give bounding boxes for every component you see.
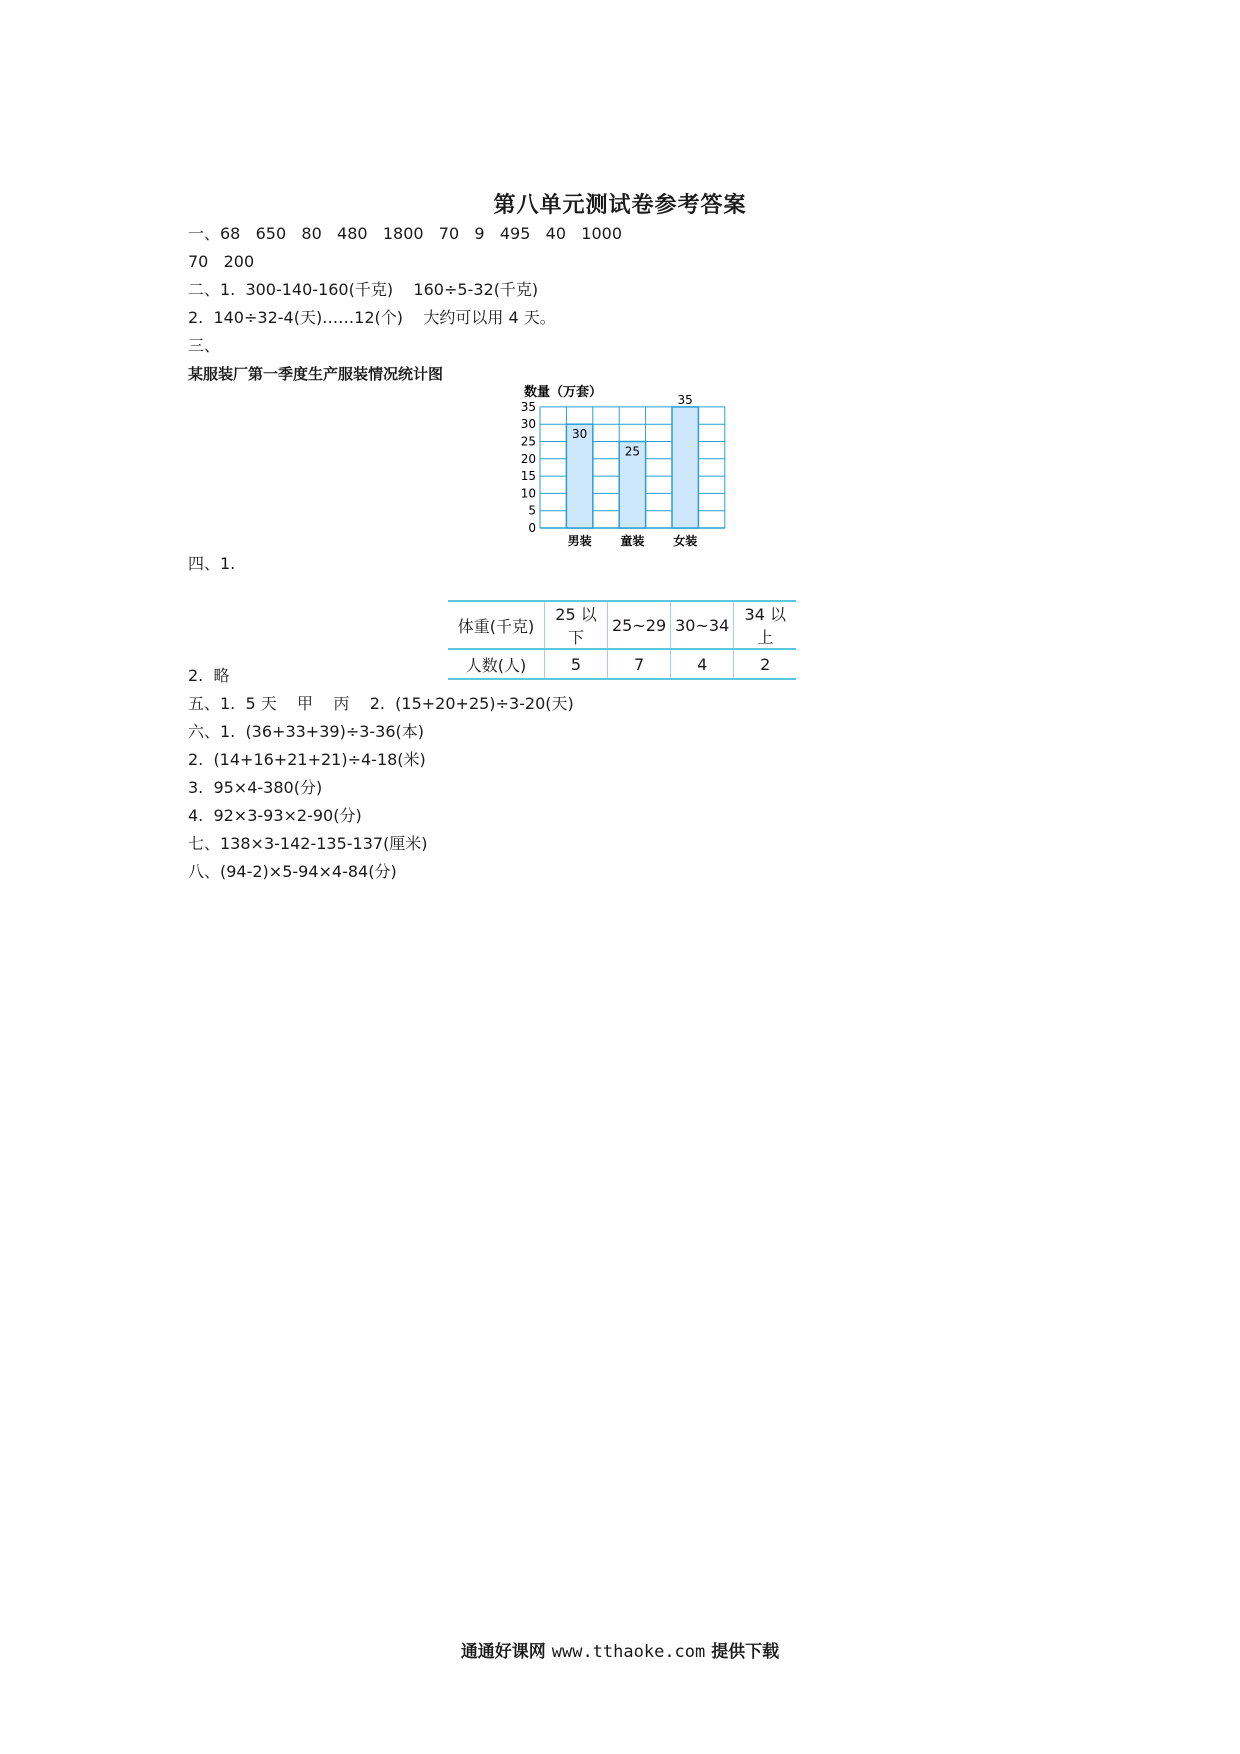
y-tick-label: 10 bbox=[520, 486, 536, 501]
y-tick-label: 35 bbox=[520, 399, 536, 414]
answer-line-11: 3. 95×4-380(分) bbox=[188, 778, 323, 797]
answer-line-9: 六、1. (36+33+39)÷3-36(本) bbox=[188, 722, 425, 741]
y-tick-label: 25 bbox=[520, 434, 536, 449]
bar-value-label: 30 bbox=[571, 427, 588, 442]
x-tick-label: 女装 bbox=[673, 534, 698, 548]
table-header-row bbox=[448, 601, 796, 649]
table-cell: 人数(人) bbox=[448, 649, 545, 679]
answer-line-3: 二、1. 300-140-160(千克) 160÷5-32(千克) bbox=[188, 280, 539, 299]
chart-title: 某服装厂第一季度生产服装情况统计图 bbox=[188, 365, 444, 383]
bar-chart bbox=[500, 378, 740, 550]
answer-line-7: 2. 略 bbox=[188, 666, 230, 685]
weight-table bbox=[448, 600, 796, 680]
y-tick-label: 30 bbox=[520, 417, 536, 432]
table-cell: 4 bbox=[671, 649, 734, 679]
answer-line-13: 七、138×3-142-135-137(厘米) bbox=[188, 834, 428, 853]
y-tick-label: 20 bbox=[520, 451, 536, 466]
table-cell: 5 bbox=[545, 649, 608, 679]
y-axis-label: 数量（万套） bbox=[524, 385, 603, 400]
table-row bbox=[448, 649, 796, 679]
table-cell: 体重(千克) bbox=[448, 601, 545, 649]
table-cell: 34 以上 bbox=[734, 601, 797, 649]
y-tick-label: 5 bbox=[528, 503, 536, 518]
bar-value-label: 25 bbox=[624, 444, 641, 459]
table-cell: 30~34 bbox=[671, 601, 734, 649]
answer-line-14: 八、(94-2)×5-94×4-84(分) bbox=[188, 862, 397, 881]
answer-line-5: 三、 bbox=[188, 336, 221, 355]
answer-line-4: 2. 140÷32-4(天)……12(个) 大约可以用 4 天。 bbox=[188, 308, 556, 327]
answer-line-6: 四、1. bbox=[188, 554, 236, 573]
answer-line-8: 五、1. 5 天 甲 丙 2. (15+20+25)÷3-20(天) bbox=[188, 694, 574, 713]
y-tick-label: 15 bbox=[520, 469, 536, 484]
footer bbox=[0, 1637, 1240, 1662]
table-cell: 25 以下 bbox=[545, 601, 608, 649]
footer-site-name: 通通好课网 bbox=[460, 1642, 546, 1662]
footer-download-text: 提供下载 bbox=[711, 1642, 780, 1662]
x-tick-label: 男装 bbox=[567, 534, 592, 548]
table-cell: 25~29 bbox=[608, 601, 671, 649]
table-cell: 7 bbox=[608, 649, 671, 679]
answer-line-12: 4. 92×3-93×2-90(分) bbox=[188, 806, 362, 825]
footer-url[interactable]: www.tthaoke.com bbox=[551, 1642, 706, 1662]
page-title: 第八单元测试卷参考答案 bbox=[493, 193, 747, 218]
answer-line-10: 2. (14+16+21+21)÷4-18(米) bbox=[188, 750, 426, 769]
bar-value-label: 35 bbox=[677, 392, 693, 407]
answer-line-1: 一、68 650 80 480 1800 70 9 495 40 1000 bbox=[188, 224, 622, 243]
y-tick-label: 0 bbox=[528, 521, 536, 535]
x-tick-label: 童装 bbox=[620, 534, 645, 548]
bar bbox=[672, 407, 698, 528]
answer-line-2: 70 200 bbox=[188, 252, 255, 271]
table-cell: 2 bbox=[734, 649, 797, 679]
